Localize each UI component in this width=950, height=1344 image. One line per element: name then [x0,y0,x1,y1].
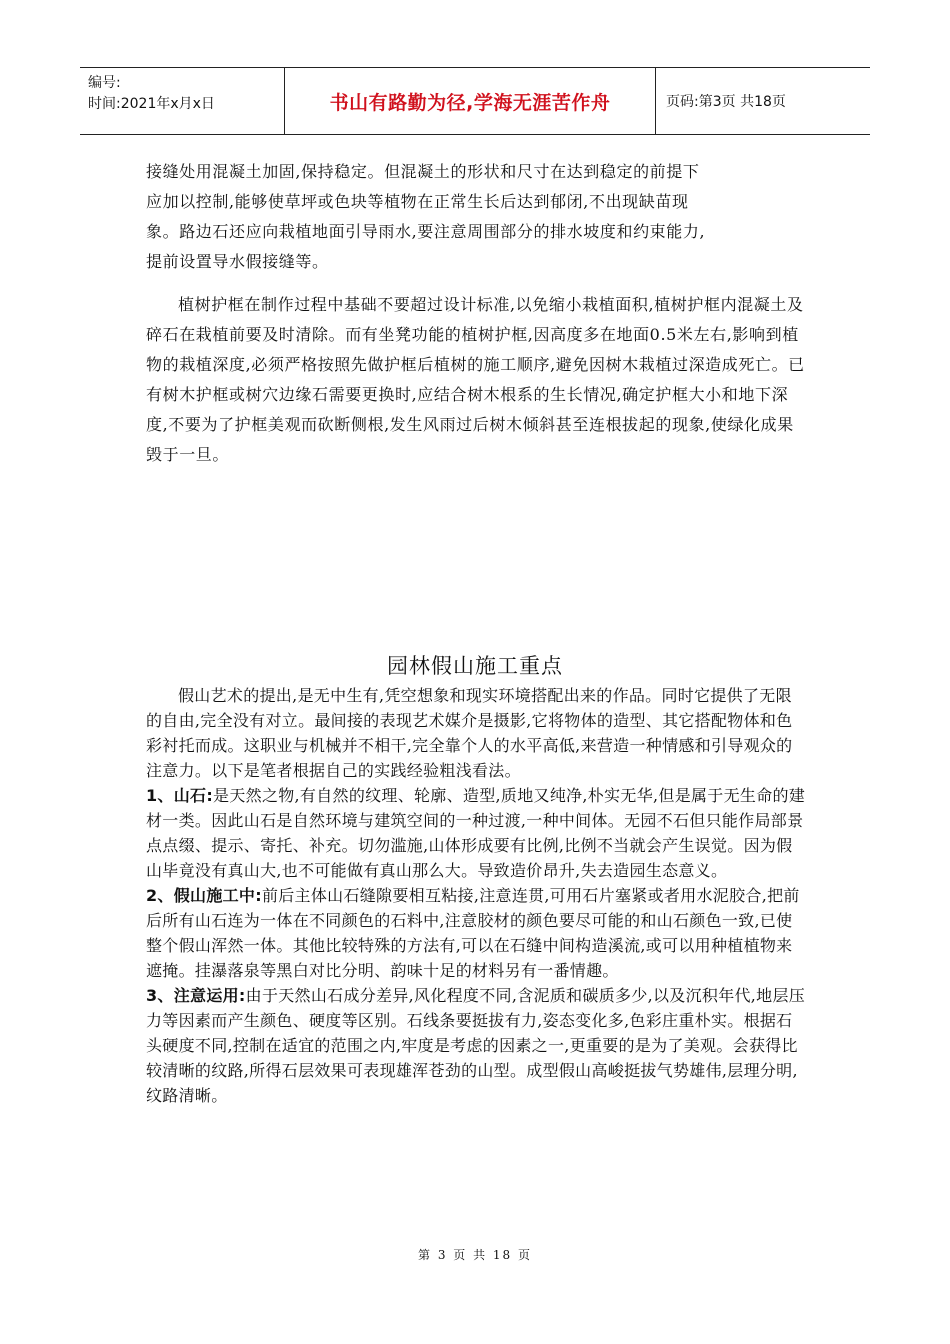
page-header [80,67,870,135]
body-text-rockery [146,683,806,1108]
text-line: 接缝处用混凝土加固,保持稳定。但混凝土的形状和尺寸在达到稳定的前提下 [146,162,700,181]
text-line: 提前设置导水假接缝等。 [146,252,329,271]
item-lead: 3、注意运用: [146,986,246,1005]
item-text: 前后主体山石缝隙要相互粘接,注意连贯,可用石片塞紧或者用水泥胶合,把前后所有山石连为一体在不同颜色的石料中,注意胶材的颜色要尽可能的和山石颜色一致,已使整个假山浑然一体。其他比较特殊的方法有,可以在石缝中间构造溪流,或可以用种植植物来遮掩。挂瀑落泉等黑白对比分明、韵味十足的材料另有一番情趣。 [146,886,800,980]
list-item [146,783,806,883]
list-item [146,983,806,1108]
item-text: 由于天然山石成分差异,风化程度不同,含泥质和碳质多少,以及沉积年代,地层压力等因素而产生颜色、硬度等区别。石线条要挺拔有力,姿态变化多,色彩庄重朴实。根据石头硬度不同,控制在适宜的范围之内,牢度是考虑的因素之一,更重要的是为了美观。会获得比较清晰的纹路,所得石层效果可表现雄浑苍劲的山型。成型假山高峻挺拔气势雄伟,层理分明,纹路清晰。 [146,986,806,1105]
text-line: 象。路边石还应向栽植地面引导雨水,要注意周围部分的排水坡度和约束能力, [146,222,706,241]
paragraph-continued [146,157,806,277]
list-item [146,883,806,983]
section-intro: 假山艺术的提出,是无中生有,凭空想象和现实环境搭配出来的作品。同时它提供了无限的自由,完全没有对立。最间接的表现艺术媒介是摄影,它将物体的造型、其它搭配物体和色彩衬托而成。这职业与机械并不相干,完全靠个人的水平高低,来营造一种情感和引导观众的注意力。以下是笔者根据自己的实践经验粗浅看法。 [146,686,793,780]
page-footer: 第 3 页 共 18 页 [418,1248,532,1262]
text-line: 应加以控制,能够使草坪或色块等植物在正常生长后达到郁闭,不出现缺苗现 [146,192,689,211]
item-lead: 2、假山施工中: [146,886,262,905]
paragraph-tree-guard: 植树护框在制作过程中基础不要超过设计标准,以免缩小栽植面积,植树护框内混凝土及碎石在栽植前要及时清除。而有坐凳功能的植树护框,因高度多在地面0.5米左右,影响到植物的栽植深度,必须严格按照先做护框后植树的施工顺序,避免因树木栽植过深造成死亡。已有树木护框或树穴边缘石需要更换时,应结合树木根系的生长情况,确定护框大小和地下深度,不要为了护框美观而砍断侧根,发生风雨过后树木倾斜甚至连根拔起的现象,使绿化成果毁于一旦。 [146,295,805,464]
header-meta [80,68,284,134]
serial-label: 编号: [88,75,121,91]
header-page-info: 页码:第3页 共18页 [666,94,786,110]
section-title: 园林假山施工重点 [387,654,563,678]
time-label: 时间:2021年x月x日 [88,96,215,112]
item-text: 是天然之物,有自然的纹理、轮廓、造型,质地又纯净,朴实无华,但是属于无生命的建材一类。因此山石是自然环境与建筑空间的一种过渡,一种中间体。无园不石但只能作局部景点点缀、提示、寄托、补充。切勿滥施,山体形成要有比例,比例不当就会产生误觉。因为假山毕竟没有真山大,也不可能做有真山那么大。导致造价昂升,失去造园生态意义。 [146,786,806,880]
header-motto: 书山有路勤为径,学海无涯苦作舟 [284,68,656,134]
body-text-upper [146,157,806,470]
item-lead: 1、山石: [146,786,214,805]
